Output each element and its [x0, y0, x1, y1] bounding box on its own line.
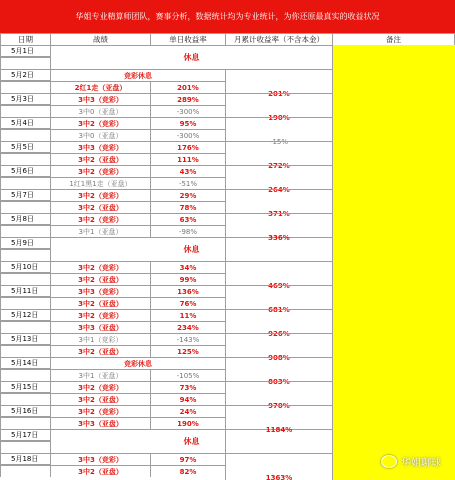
- daily-cell: 125%: [150, 345, 225, 357]
- date-cell: 5月1日: [0, 45, 50, 57]
- date-cell: 5月14日: [0, 357, 50, 369]
- date-filler: [0, 465, 50, 477]
- daily-cell: 176%: [150, 141, 225, 153]
- date-filler: [0, 153, 50, 165]
- watermark: [381, 454, 441, 469]
- header-record: 战绩: [50, 33, 150, 45]
- date-filler: [0, 273, 50, 285]
- daily-cell: 111%: [150, 153, 225, 165]
- daily-cell: 82%: [150, 465, 225, 477]
- date-filler: [0, 129, 50, 141]
- daily-cell: 76%: [150, 297, 225, 309]
- rest-cell: 休息: [50, 45, 332, 69]
- date-cell: 5月8日: [0, 213, 50, 225]
- rest-cell: 休息: [50, 237, 332, 261]
- monthly-cell: 264%: [225, 165, 332, 213]
- wechat-icon: [381, 455, 397, 468]
- record-cell: 3中3（竞彩）: [50, 93, 150, 105]
- daily-cell: -105%: [150, 369, 225, 381]
- header-note: 备注: [332, 33, 455, 45]
- record-cell: 3中2（亚盘）: [50, 465, 150, 477]
- date-cell: 5月10日: [0, 261, 50, 273]
- daily-cell: 34%: [150, 261, 225, 273]
- date-cell: 5月3日: [0, 93, 50, 105]
- date-cell: 5月7日: [0, 189, 50, 201]
- daily-cell: 99%: [150, 273, 225, 285]
- daily-cell: 190%: [150, 417, 225, 429]
- monthly-cell: 803%: [225, 357, 332, 405]
- header-monthly: 月累计收益率（不含本金）: [225, 33, 332, 45]
- record-cell: 3中3（竞彩）: [50, 453, 150, 465]
- monthly-cell: 681%: [225, 285, 332, 333]
- rest-cell: 休息: [50, 429, 332, 453]
- daily-cell: -143%: [150, 333, 225, 345]
- record-cell: 3中2（亚盘）: [50, 393, 150, 405]
- date-filler: [0, 225, 50, 237]
- date-filler: [0, 57, 50, 69]
- daily-cell: 95%: [150, 117, 225, 129]
- date-cell: 5月15日: [0, 381, 50, 393]
- note-column: [332, 45, 455, 480]
- date-cell: 5月13日: [0, 333, 50, 345]
- record-cell: 3中2（竞彩）: [50, 165, 150, 177]
- record-cell: 3中2（竞彩）: [50, 261, 150, 273]
- record-cell: 1红1黑1走（亚盘）: [50, 177, 150, 189]
- record-cell: 3中1（亚盘）: [50, 225, 150, 237]
- header-date: 日期: [0, 33, 50, 45]
- monthly-cell: 371%: [225, 189, 332, 237]
- monthly-cell: 190%: [225, 93, 332, 141]
- daily-cell: -51%: [150, 177, 225, 189]
- date-filler: [0, 345, 50, 357]
- banner: 华姐专业精算师团队，赛事分析，数据统计均为专业统计，为你还原最真实的收益状况: [0, 0, 455, 33]
- monthly-cell: 201%: [225, 69, 332, 117]
- record-cell: 3中1（竞彩）: [50, 333, 150, 345]
- monthly-cell: 926%: [225, 309, 332, 357]
- date-filler: [0, 177, 50, 189]
- record-cell: 3中0（亚盘）: [50, 129, 150, 141]
- daily-cell: 11%: [150, 309, 225, 321]
- monthly-cell: 970%: [225, 381, 332, 429]
- record-cell: 3中2（竞彩）: [50, 381, 150, 393]
- daily-cell: 43%: [150, 165, 225, 177]
- daily-cell: 201%: [150, 81, 225, 93]
- record-cell: 3中3（亚盘）: [50, 417, 150, 429]
- daily-cell: 97%: [150, 453, 225, 465]
- monthly-cell: 336%: [225, 213, 332, 261]
- monthly-cell: 469%: [225, 261, 332, 309]
- daily-cell: 24%: [150, 405, 225, 417]
- record-cell: 竞彩休息: [50, 357, 225, 369]
- monthly-cell: 1184%: [225, 405, 332, 453]
- date-filler: [0, 249, 50, 261]
- date-cell: 5月6日: [0, 165, 50, 177]
- monthly-cell: 908%: [225, 333, 332, 381]
- daily-cell: 63%: [150, 213, 225, 225]
- monthly-cell: -15%: [225, 117, 332, 165]
- date-cell: 5月9日: [0, 237, 50, 249]
- date-filler: [0, 321, 50, 333]
- date-filler: [0, 297, 50, 309]
- daily-cell: -98%: [150, 225, 225, 237]
- record-cell: 3中2（竞彩）: [50, 117, 150, 129]
- record-cell: 3中2（竞彩）: [50, 309, 150, 321]
- daily-cell: 234%: [150, 321, 225, 333]
- header-daily: 单日收益率: [150, 33, 225, 45]
- daily-cell: -300%: [150, 129, 225, 141]
- date-filler: [0, 81, 50, 93]
- record-cell: 3中3（亚盘）: [50, 321, 150, 333]
- record-cell: 3中2（亚盘）: [50, 345, 150, 357]
- daily-cell: 29%: [150, 189, 225, 201]
- date-cell: 5月2日: [0, 69, 50, 81]
- record-cell: 3中0（亚盘）: [50, 105, 150, 117]
- record-cell: 3中2（竞彩）: [50, 189, 150, 201]
- record-cell: 3中2（竞彩）: [50, 213, 150, 225]
- daily-cell: 78%: [150, 201, 225, 213]
- record-cell: 3中3（竞彩）: [50, 285, 150, 297]
- record-cell: 3中2（亚盘）: [50, 297, 150, 309]
- record-cell: 3中2（亚盘）: [50, 273, 150, 285]
- date-cell: 5月12日: [0, 309, 50, 321]
- record-cell: 3中3（竞彩）: [50, 141, 150, 153]
- daily-cell: -300%: [150, 105, 225, 117]
- date-filler: [0, 201, 50, 213]
- date-cell: 5月11日: [0, 285, 50, 297]
- daily-cell: 289%: [150, 93, 225, 105]
- record-cell: 竞彩休息: [50, 69, 225, 81]
- date-cell: 5月16日: [0, 405, 50, 417]
- record-cell: 3中2（亚盘）: [50, 201, 150, 213]
- daily-cell: 73%: [150, 381, 225, 393]
- date-filler: [0, 417, 50, 429]
- monthly-cell: 1363%: [225, 453, 332, 480]
- monthly-cell: 272%: [225, 141, 332, 189]
- date-filler: [0, 369, 50, 381]
- watermark-text: 华姐聊球: [401, 458, 441, 469]
- date-cell: 5月5日: [0, 141, 50, 153]
- date-cell: 5月18日: [0, 453, 50, 465]
- daily-cell: 94%: [150, 393, 225, 405]
- date-filler: [0, 441, 50, 453]
- date-filler: [0, 393, 50, 405]
- record-cell: 3中2（亚盘）: [50, 153, 150, 165]
- record-cell: 3中1（亚盘）: [50, 369, 150, 381]
- record-cell: 2红1走（亚盘）: [50, 81, 150, 93]
- date-cell: 5月4日: [0, 117, 50, 129]
- record-cell: 3中2（竞彩）: [50, 405, 150, 417]
- date-filler: [0, 105, 50, 117]
- date-cell: 5月17日: [0, 429, 50, 441]
- earnings-table: [0, 33, 455, 480]
- daily-cell: 136%: [150, 285, 225, 297]
